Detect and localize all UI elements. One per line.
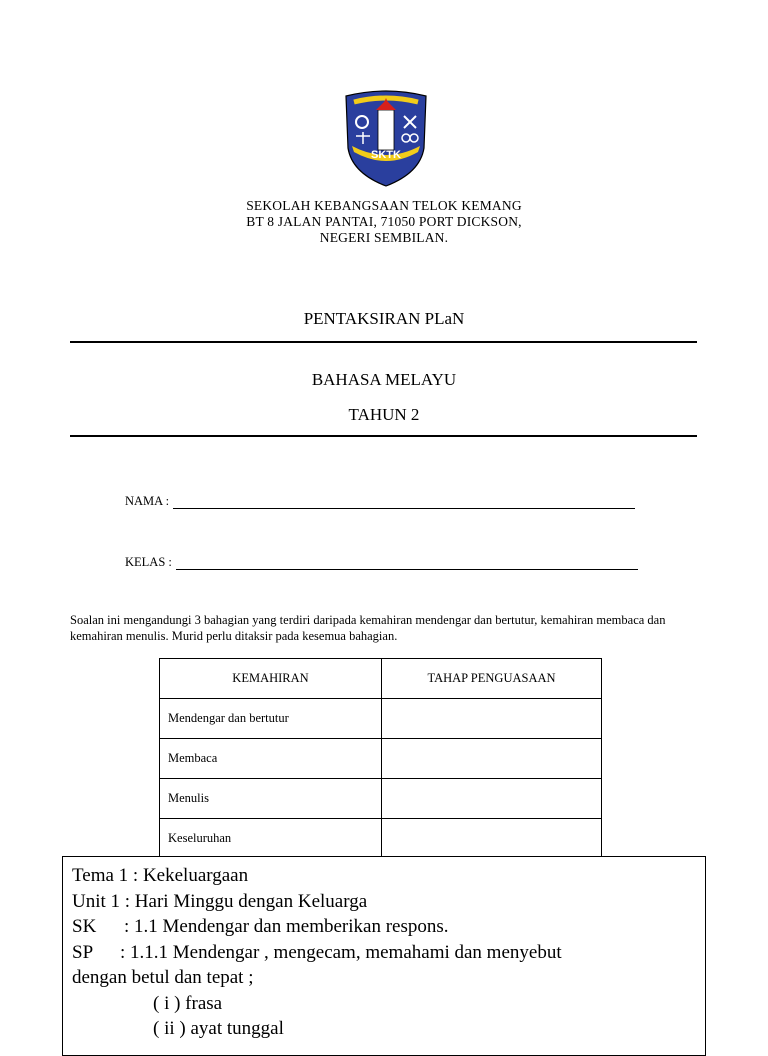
table-row [160,819,602,859]
sp-label: SP [72,941,94,963]
name-line[interactable] [173,498,635,509]
sk-line [72,914,705,940]
svg-text:SKTK: SKTK [371,149,401,161]
school-address-line1: BT 8 JALAN PANTAI, 71050 PORT DICKSON, [246,214,522,229]
subject-title: BAHASA MELAYU [311,370,457,389]
table-row [160,779,602,819]
divider-bottom [70,435,697,437]
assessment-title: PENTAKSIRAN PLaN [303,309,465,328]
tema-line: Tema 1 : Kekeluargaan [72,865,249,886]
level-cell[interactable] [382,819,602,859]
skill-cell: Membaca [160,739,382,779]
level-cell[interactable] [382,739,602,779]
school-logo [340,88,432,188]
school-name: SEKOLAH KEBANGSAAN TELOK KEMANG [246,198,522,213]
school-address-line2: NEGERI SEMBILAN. [319,230,449,245]
year-title: TAHUN 2 [348,405,420,424]
item-frasa: ( i ) frasa [153,992,223,1014]
sk-text: : 1.1 Mendengar dan memberikan respons. [124,916,449,937]
table-row [160,699,602,739]
sk-label: SK [72,916,97,937]
sp-continuation: dengan betul dan tepat ; [72,967,254,988]
instructions-text: Soalan ini mengandungi 3 bahagian yang terdiri daripada kemahiran mendengar dan bertutur, kemahiran membaca dan kemahiran menulis. Murid perlu ditaksir pada kesemua bahagian. [70,613,666,643]
table-header-tahap: TAHAP PENGUASAAN [382,659,602,699]
level-cell[interactable] [382,779,602,819]
skill-cell: Keseluruhan [160,819,382,859]
level-cell[interactable] [382,699,602,739]
class-field[interactable] [125,555,638,570]
table-row [160,739,602,779]
name-field[interactable] [125,494,635,509]
table-header-row [160,659,602,699]
class-label: KELAS : [125,555,172,569]
skills-table [159,658,602,859]
skill-cell: Menulis [160,779,382,819]
school-header [0,198,768,246]
skill-cell: Mendengar dan bertutur [160,699,382,739]
divider-top [70,341,697,343]
sp-text: : 1.1.1 Mendengar , mengecam, memahami dan menyebut [120,941,562,963]
table-header-kemahiran: KEMAHIRAN [160,659,382,699]
item-ayat-tunggal: ( ii ) ayat tunggal [153,1018,284,1039]
class-line[interactable] [176,559,638,570]
sp-line [72,940,705,966]
topic-box [62,856,706,1056]
unit-line: Unit 1 : Hari Minggu dengan Keluarga [72,890,368,912]
name-label: NAMA : [125,494,170,508]
